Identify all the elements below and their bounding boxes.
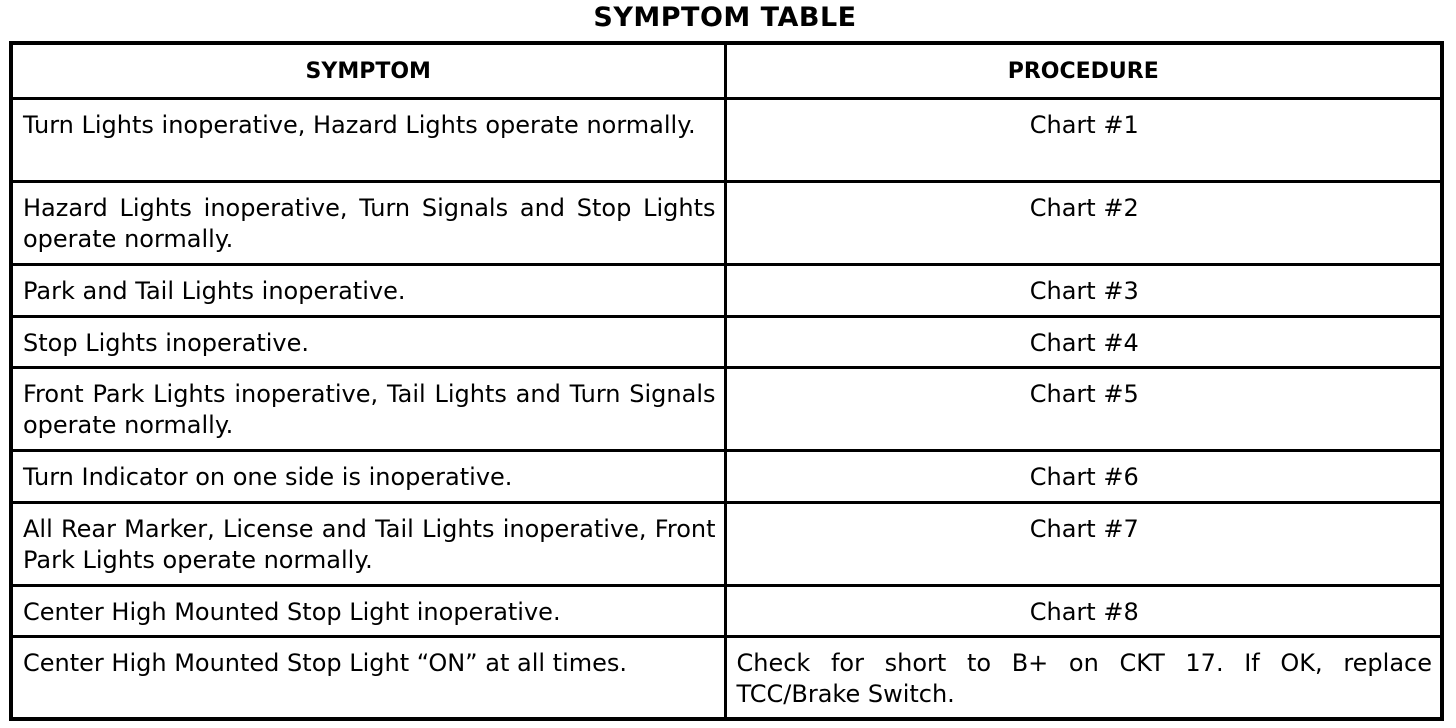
symptom-cell: Turn Indicator on one side is inoperative. — [11, 451, 725, 503]
table-row — [11, 265, 1442, 317]
column-header-procedure: PROCEDURE — [725, 43, 1442, 99]
symptom-cell: Stop Lights inoperative. — [11, 317, 725, 368]
symptom-cell: Turn Lights inoperative, Hazard Lights operate normally. — [11, 99, 725, 182]
procedure-cell: Check for short to B+ on CKT 17. If OK, replace TCC/Brake Switch. — [725, 637, 1442, 720]
table-row — [11, 99, 1442, 182]
symptom-cell: Hazard Lights inoperative, Turn Signals and Stop Lights operate normally. — [11, 182, 725, 265]
page-title: SYMPTOM TABLE — [593, 2, 857, 33]
table-row — [11, 182, 1442, 265]
table-row — [11, 586, 1442, 637]
symptom-cell: Park and Tail Lights inoperative. — [11, 265, 725, 317]
procedure-cell: Chart #3 — [725, 265, 1442, 317]
procedure-cell: Chart #6 — [725, 451, 1442, 503]
table-row — [11, 503, 1442, 586]
procedure-cell: Chart #8 — [725, 586, 1442, 637]
table-header-row — [11, 43, 1442, 99]
table-row — [11, 317, 1442, 368]
procedure-cell: Chart #5 — [725, 368, 1442, 451]
procedure-cell: Chart #1 — [725, 99, 1442, 182]
procedure-cell: Chart #4 — [725, 317, 1442, 368]
symptom-cell: All Rear Marker, License and Tail Lights inoperative, Front Park Lights operate normally. — [11, 503, 725, 586]
procedure-cell: Chart #7 — [725, 503, 1442, 586]
column-header-symptom: SYMPTOM — [11, 43, 725, 99]
symptom-cell: Front Park Lights inoperative, Tail Lights and Turn Signals operate normally. — [11, 368, 725, 451]
table-row — [11, 368, 1442, 451]
table-row — [11, 451, 1442, 503]
table-row — [11, 637, 1442, 720]
symptom-cell: Center High Mounted Stop Light “ON” at all times. — [11, 637, 725, 720]
symptom-cell: Center High Mounted Stop Light inoperative. — [11, 586, 725, 637]
procedure-cell: Chart #2 — [725, 182, 1442, 265]
symptom-table — [9, 41, 1444, 721]
